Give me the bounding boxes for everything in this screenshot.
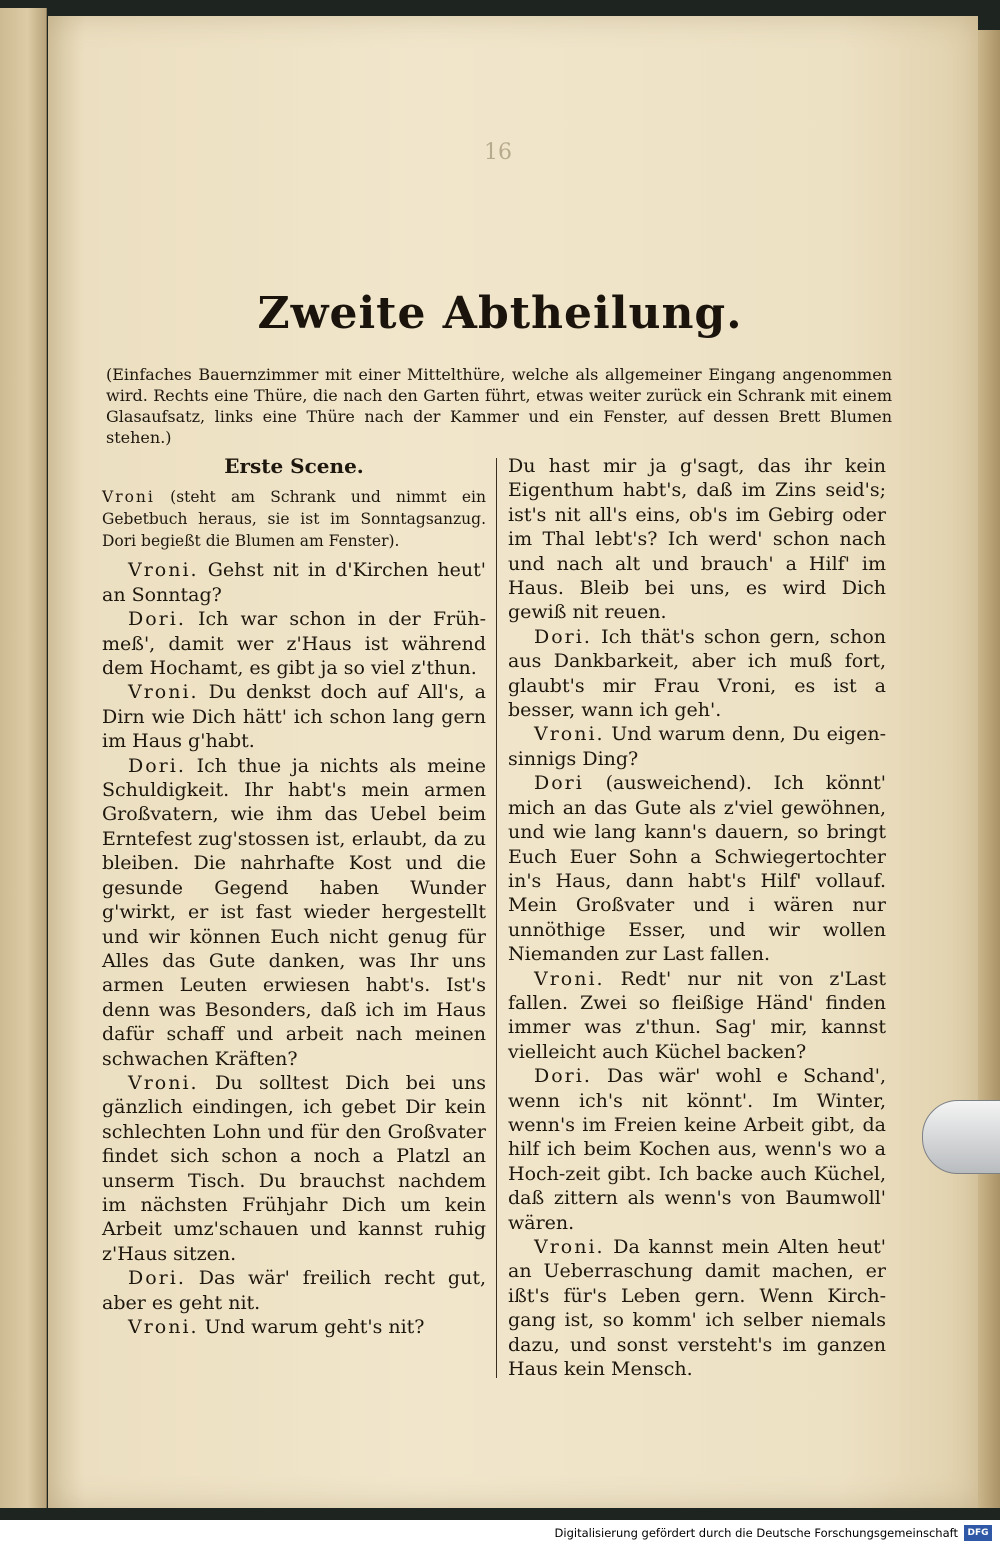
speaker-name: Vroni.: [128, 1316, 199, 1338]
dialogue-line: [102, 1315, 486, 1339]
footer-credit: Digitalisierung gefördert durch die Deutsche Forschungsgemeinschaft: [554, 1526, 958, 1540]
dialogue-line: [102, 754, 486, 1071]
dialogue-text: Ich war schon in der Früh-meß', damit wer z'Haus ist während dem Hochamt, es gibt ja so viel z'thun.: [102, 608, 486, 680]
speaker-name: Dori.: [128, 608, 186, 631]
dialogue-line: [102, 558, 486, 607]
dialogue-line: [508, 1235, 886, 1381]
footer-bar: [0, 1520, 1000, 1548]
dialogue-text: Das wär' freilich recht gut, aber es geht nit.: [102, 1267, 486, 1314]
dialogue-text: Ich thue ja nichts als meine Schuldigkeit. Ihr habt's mein armen Großvatern, wie ihm das Uebel beim Erntefest zug'stossen ist, erlaubt, da zu bleiben. Die nahrhafte Kost und die gesunde Gegend haben Wunder g'wirkt, er ist fast wieder hergestellt und wir können Euch nicht genug für Alles das Gute danken, was Ihr uns armen Leuten erwiesen habt's. Ist's denn was Besonders, daß ich im Haus dafür schaff und arbeit nach meinen schwachen Kräften?: [102, 754, 486, 1070]
speaker-name: Dori.: [128, 754, 186, 777]
dialogue-line: [508, 1064, 886, 1235]
dialogue-text: Gehst nit in d'Kirchen heut' an Sonntag?: [102, 559, 486, 606]
right-page-edge: [978, 30, 1000, 1508]
page-number-bleedthrough: 16: [484, 140, 512, 165]
dialogue-text: Und warum geht's nit?: [198, 1316, 425, 1338]
page-title: Zweite Abtheilung.: [257, 288, 743, 339]
speaker-name: Vroni.: [128, 559, 199, 582]
dialogue-line: [508, 771, 886, 966]
dialogue-text: Du solltest Dich bei uns gänzlich eindingen, ich gebet Dir kein schlechten Lohn und für den Großvater findet sich schon a noch a Platzl an unserm Tisch. Du brauchst nachdem im nächsten Frühjahr Dich um kein Arbeit umz'schauen und kannst ruhig z'Haus sitzen.: [102, 1071, 486, 1265]
dialogue-line: [508, 967, 886, 1065]
page-clip: [922, 1100, 1000, 1174]
right-column: [508, 454, 886, 1381]
scene-heading: Erste Scene.: [224, 454, 364, 478]
dialogue-text: Das wär' wohl e Schand', wenn ich's nit könnt'. Im Winter, wenn's im Freien keine Arbeit gibt, da hilf ich beim Kochen aus, wenn's wo a Hoch-zeit gibt. Ich backe auch Küchel, daß zittern als wenn's von Baumwoll' wären.: [508, 1065, 886, 1234]
speaker-name: Vroni.: [534, 1236, 605, 1258]
left-page-edge: [0, 8, 47, 1508]
speaker-name: Dori: [534, 772, 584, 795]
dialogue-text: Ich thät's schon gern, schon aus Dankbarkeit, aber ich muß fort, glaubt's mir Frau Vroni, es ist a besser, wann ich geh'.: [508, 625, 886, 722]
direction-text: (steht am Schrank und nimmt ein Gebetbuch heraus, sie ist im Sonntagsanzug. Dori begießt die Blumen am Fenster).: [102, 488, 486, 551]
dialogue-text: Du hast mir ja g'sagt, das ihr kein Eigenthum habt's, daß im Zins seid's; ist's nit all's eins, ob's im Gebirg oder im Thal lebt's? Ich werd' schon nach und nach alt und brauch' a Hilf' im Haus. Bleib bei uns, es wird Dich gewiß nit reuen.: [508, 455, 886, 624]
dialogue-line: [508, 722, 886, 771]
dfg-logo-icon: DFG: [964, 1525, 992, 1541]
dialogue-line: [102, 607, 486, 680]
stage-direction: (Einfaches Bauernzimmer mit einer Mittelthüre, welche als allgemeiner Eingang angenommen wird. Rechts eine Thüre, die nach den Garten führt, etwas weiter zurück ein Schrank mit einem Glasaufsatz, links eine Thüre nach der Kammer und ein Fenster, auf dessen Brett Blumen stehen.): [106, 365, 892, 447]
speaker-name: Vroni.: [128, 681, 199, 704]
dialogue-line: [102, 1071, 486, 1266]
dialogue-line: [102, 680, 486, 753]
dialogue-text: Redt' nur nit von z'Last fallen. Zwei so fleißige Händ' finden immer was z'thun. Sag' mir, kannst vielleicht auch Küchel backen?: [508, 967, 886, 1063]
dialogue-text: (ausweichend). Ich könnt' mich an das Gute als z'viel gewöhnen, und wie lang kann's dauern, so bringt Euch Euer Sohn a Schwiegertochter in's Haus, dann habt's Hilf' vollauf. Mein Großvater und i wären nur unnöthige Esser, und wir wollen Niemanden zur Last fallen.: [508, 772, 886, 966]
dialogue-text: Du denkst doch auf All's, a Dirn wie Dich hätt' ich schon lang gern im Haus g'habt.: [102, 681, 486, 753]
speaker-name: Dori.: [534, 1065, 592, 1088]
speaker-name: Dori.: [128, 1267, 186, 1290]
dialogue-text: Und warum denn, Du eigen-sinnigs Ding?: [508, 723, 886, 770]
speaker-name: Vroni: [102, 488, 155, 507]
dialogue-line: [102, 1266, 486, 1315]
speaker-name: Vroni.: [534, 723, 605, 746]
dialogue-line: [508, 454, 886, 625]
speaker-name: Vroni.: [534, 967, 605, 990]
speaker-name: Dori.: [534, 625, 592, 648]
dialogue-line: [508, 625, 886, 723]
dialogue-text: Da kannst mein Alten heut' an Ueberraschung damit machen, er ißt's für's Leben gern. Wenn Kirch-gang ist, so komm' ich selber niemals dazu, und sonst versteht's im ganzen Haus kein Mensch.: [508, 1236, 886, 1381]
column-divider: [496, 458, 497, 1378]
speaker-name: Vroni.: [128, 1071, 199, 1094]
scene-direction: [102, 486, 486, 552]
left-column: [102, 454, 486, 1339]
